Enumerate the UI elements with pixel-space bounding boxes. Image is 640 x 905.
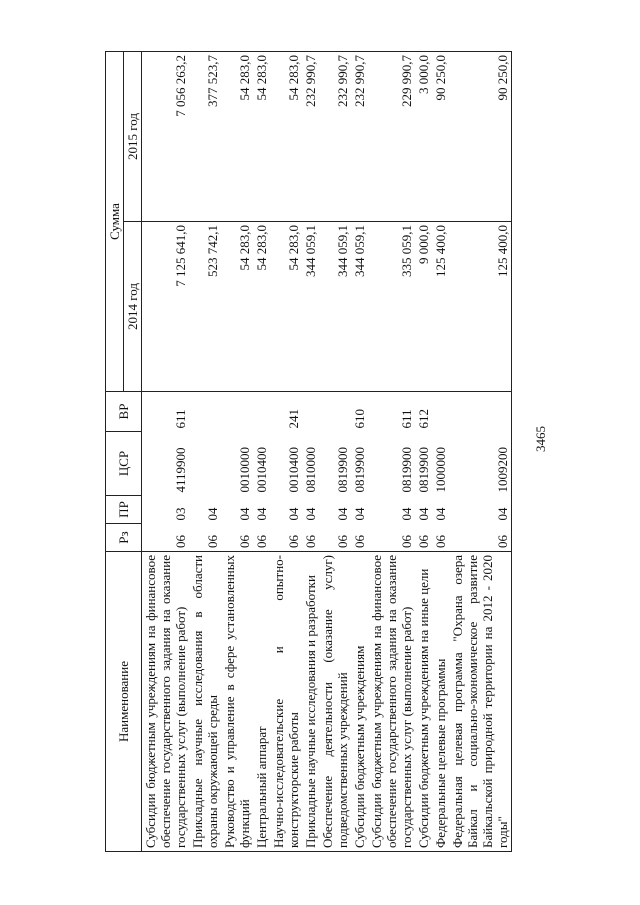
row-pr: 04 [303,507,318,521]
header-2015: 2015 год [124,52,142,222]
row-csr: 0819900 [352,447,367,493]
row-csr: 0010400 [254,447,269,493]
row-csr: 1000000 [433,447,448,493]
table-row [415,52,432,852]
row-sum-2014: 344 059,1 [302,222,319,392]
row-rz: 06 [368,524,415,552]
row-pr: 04 [449,496,512,524]
table-body [142,52,512,852]
row-vr [319,392,351,432]
row-sum-2015: 232 990,7 [319,52,351,222]
row-csr: 0819900 [416,447,431,493]
table-row [142,52,190,852]
row-sum-2014: 344 059,1 [319,222,351,392]
row-csr: 0810000 [303,447,318,493]
row-sum-2015: 54 283,0 [221,52,253,222]
row-sum-2015: 54 283,0 [270,52,302,222]
table-row [368,52,415,852]
header-rz: Рз [106,524,142,552]
row-sum-2015: 232 990,7 [351,52,368,222]
row-vr: 611 [399,409,414,429]
row-pr: 04 [205,507,220,521]
header-pr: ПР [106,496,142,524]
row-pr: 04 [335,507,350,521]
row-csr: 4119900 [173,447,188,493]
row-sum-2014: 9 000,0 [415,222,432,392]
row-pr: 04 [399,507,414,521]
table-row [302,52,319,852]
table-row [351,52,368,852]
budget-table [105,51,512,852]
row-rz: 06 [221,524,253,552]
row-name: Федеральные целевые программы [432,552,449,852]
row-name: Субсидии бюджетным учреждениям [351,552,368,852]
row-pr: 03 [173,507,188,521]
row-sum-2014: 7 125 641,0 [142,222,190,392]
table-row [432,52,449,852]
row-rz: 06 [319,524,351,552]
row-pr: 04 [416,507,431,521]
row-rz: 06 [449,524,512,552]
row-name: Прикладные научные исследования в области охраны окружающей среды [189,552,221,852]
row-sum-2014: 344 059,1 [351,222,368,392]
row-sum-2015: 54 283,0 [253,52,270,222]
row-rz: 06 [302,524,319,552]
row-name: Прикладные научные исследования и разработки [302,552,319,852]
row-name: Субсидии бюджетным учреждениям на финансовое обеспечение государственного задания на оказание государственных услуг (выполнение работ) [368,552,415,852]
table-row [253,52,270,852]
row-vr: 241 [286,409,301,429]
row-vr: 611 [173,409,188,429]
header-csr: ЦСР [106,432,142,496]
row-vr [302,392,319,432]
row-name: Центральный аппарат [253,552,270,852]
rotated-budget-table-container [105,52,535,852]
row-rz: 06 [142,524,190,552]
row-rz: 06 [415,524,432,552]
header-sum: Сумма [106,52,124,392]
row-sum-2015: 90 250,0 [432,52,449,222]
row-pr: 04 [237,507,252,521]
row-rz: 06 [351,524,368,552]
row-name: Научно-исследовательские и опытно-конструкторские работы [270,552,302,852]
row-pr: 04 [433,507,448,521]
row-name: Руководство и управление в сфере установленных функций [221,552,253,852]
row-pr: 04 [286,507,301,521]
row-sum-2014: 523 742,1 [189,222,221,392]
row-sum-2014: 54 283,0 [253,222,270,392]
row-name: Обеспечение деятельности (оказание услуг) подведомственных учреждений [319,552,351,852]
page-number: 3465 [533,426,548,452]
row-vr: 610 [352,409,367,429]
row-sum-2015: 377 523,7 [189,52,221,222]
row-rz: 06 [253,524,270,552]
row-rz: 06 [189,524,221,552]
row-csr: 0819900 [399,447,414,493]
row-rz: 06 [270,524,302,552]
row-sum-2015: 90 250,0 [449,52,512,222]
header-2014: 2014 год [124,222,142,392]
table-header [106,52,142,852]
row-sum-2015: 3 000,0 [415,52,432,222]
row-name: Федеральная целевая программа "Охрана озера Байкал и социально-экономическое развитие Байкальской природной территории на 2012 - 2020 годы" [449,552,512,852]
row-sum-2014: 54 283,0 [221,222,253,392]
table-row [189,52,221,852]
row-vr [221,392,253,432]
row-sum-2014: 54 283,0 [270,222,302,392]
row-vr [432,392,449,432]
row-name: Субсидии бюджетным учреждениям на иные цели [415,552,432,852]
row-sum-2015: 232 990,7 [302,52,319,222]
row-csr: 0819900 [335,447,350,493]
row-pr: 04 [254,507,269,521]
row-vr [189,392,221,432]
row-sum-2014: 125 400,0 [449,222,512,392]
header-vr: ВР [106,392,142,432]
row-pr: 04 [352,507,367,521]
table-row [449,52,512,852]
row-sum-2015: 7 056 263,2 [142,52,190,222]
row-vr [449,392,512,432]
row-csr: 1009200 [449,432,512,496]
row-vr [253,392,270,432]
row-rz: 06 [432,524,449,552]
header-name: Наименование [106,552,142,852]
row-sum-2014: 125 400,0 [432,222,449,392]
row-csr: 0010000 [237,447,252,493]
row-vr: 612 [416,409,431,429]
row-csr: 0010400 [286,447,301,493]
row-sum-2014: 335 059,1 [368,222,415,392]
row-csr [189,432,221,496]
row-sum-2015: 229 990,7 [368,52,415,222]
table-row [270,52,302,852]
table-row [221,52,253,852]
table-row [319,52,351,852]
row-name: Субсидии бюджетным учреждениям на финансовое обеспечение государственного задания на оказание государственных услуг (выполнение работ) [142,552,190,852]
